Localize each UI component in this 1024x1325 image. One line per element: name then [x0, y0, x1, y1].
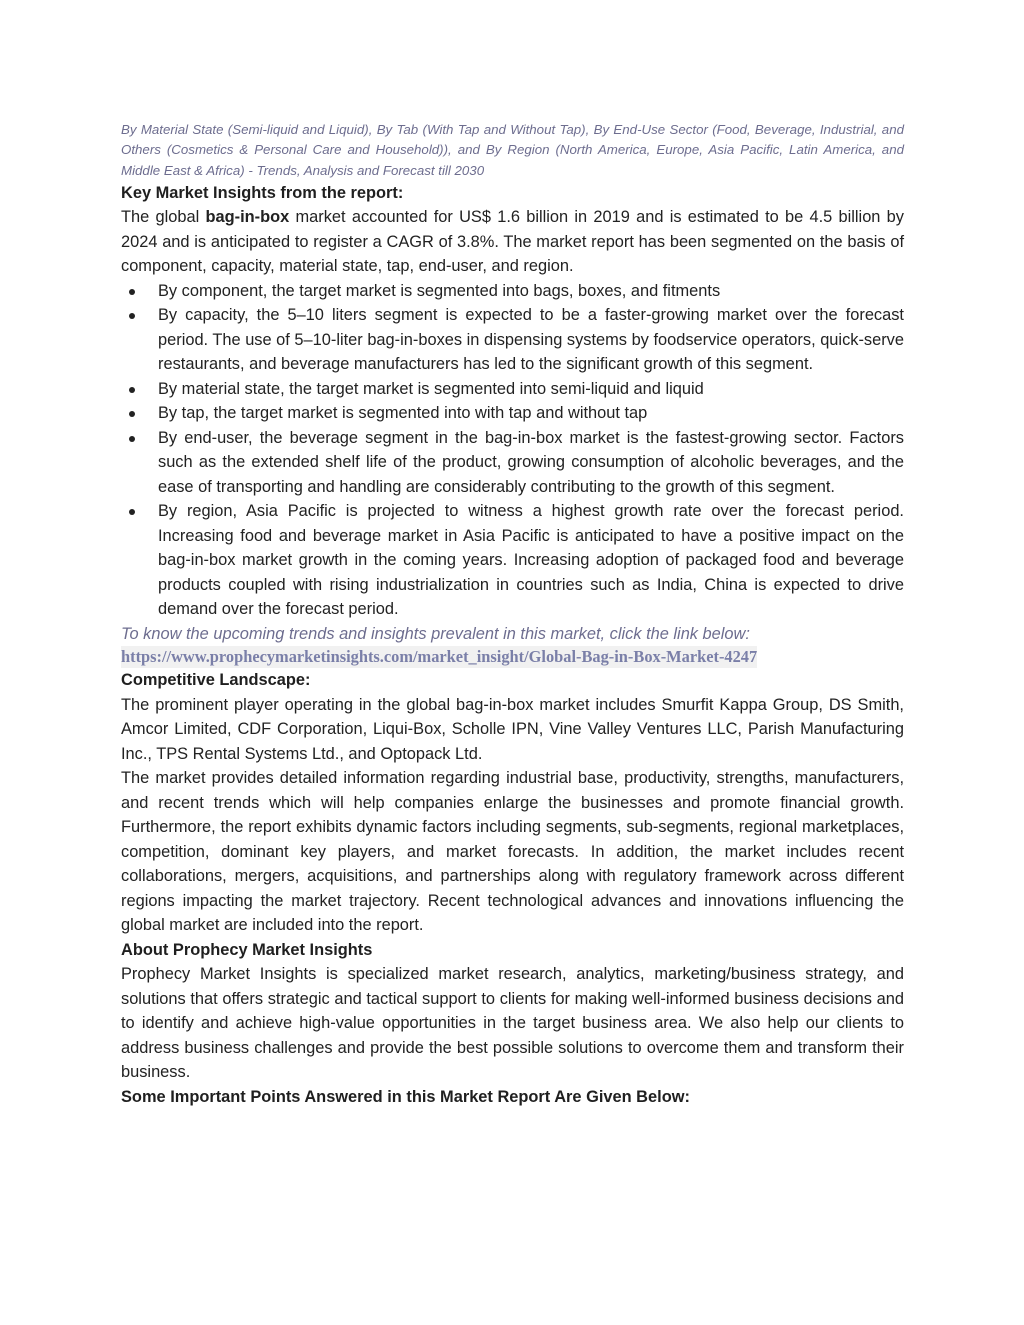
bullet-icon [129, 289, 135, 295]
market-insight-link[interactable]: https://www.prophecymarketinsights.com/market_insight/Global-Bag-in-Box-Market-4247 [121, 647, 758, 667]
link-intro-text: To know the upcoming trends and insights prevalent in this market, click the link below: [121, 624, 750, 643]
bullet-text: By region, Asia Pacific is projected to witness a highest growth rate over the forecast period. Increasing food and beverage market in Asia Pacific is anticipated to have a positive impact on the bag-in-box market growth in the coming years. Increasing adoption of packaged food and beverage products coupled with rising industrialization in countries such as India, China is expected to drive demand over the forecast period. [158, 502, 904, 619]
bullet-text: By capacity, the 5–10 liters segment is expected to be a faster-growing market over the forecast period. The use of 5–10-liter bag-in-boxes in dispensing systems by foodservice operators, quick-serve restaurants, and beverage manufacturers has led to the significant growth of this segment. [158, 306, 904, 374]
bullet-icon [129, 509, 135, 515]
list-item [121, 377, 904, 402]
competitive-paragraph-players: The prominent player operating in the global bag-in-box market includes Smurfit Kappa Group, DS Smith, Amcor Limited, CDF Corporation, Liqui-Box, Scholle IPN, Vine Valley Ventures LLC, Parish Manufacturing Inc., TPS Rental Systems Ltd., and Optopack Ltd. [121, 695, 904, 763]
insights-bullet-list [121, 279, 904, 622]
about-paragraph: Prophecy Market Insights is specialized market research, analytics, marketing/business strategy, and solutions that offers strategic and tactical support to clients for making well-informed business decisions and to identify and achieve high-value opportunities in the target business area. We also help our clients to address business challenges and provide the best possible solutions to overcome them and transform their business. [121, 965, 904, 1082]
list-item [121, 279, 904, 304]
bullet-icon [129, 411, 135, 417]
bullet-text: By material state, the target market is segmented into semi-liquid and liquid [158, 379, 704, 398]
bullet-icon [129, 313, 135, 319]
intro-text-start: The global [121, 208, 206, 227]
intro-text-end: market accounted for US$ 1.6 billion in 2019 and is estimated to be 4.5 billion by 2024 and is anticipated to register a CAGR of 3.8%. The market report has been segmented on the basis of component, capacity, material state, tap, end-user, and region. [121, 208, 904, 276]
bullet-text: By tap, the target market is segmented into with tap and without tap [158, 404, 648, 423]
about-heading: About Prophecy Market Insights [121, 940, 373, 959]
bullet-text: By component, the target market is segmented into bags, boxes, and fitments [158, 281, 721, 300]
list-item [121, 426, 904, 500]
important-points-heading: Some Important Points Answered in this Market Report Are Given Below: [121, 1087, 690, 1106]
list-item [121, 499, 904, 622]
bullet-text: By end-user, the beverage segment in the bag-in-box market is the fastest-growing sector. Factors such as the extended shelf life of the product, growing consumption of alcoholic beverages, and the ease of transporting and handling are considerably contributing to the growth of this segment. [158, 428, 904, 496]
key-insights-heading: Key Market Insights from the report: [121, 183, 404, 202]
bullet-icon [129, 387, 135, 393]
competitive-landscape-heading: Competitive Landscape: [121, 671, 311, 690]
competitive-paragraph-details: The market provides detailed information regarding industrial base, productivity, strengths, manufacturers, and recent trends which will help companies enlarge the businesses and promote financial growth. Furthermore, the report exhibits dynamic factors including segments, sub-segments, regional marketplaces, competition, dominant key players, and market forecasts. In addition, the market includes recent collaborations, mergers, acquisitions, and partnerships along with regulatory framework across different regions impacting the market trajectory. Recent technological advances and innovations influencing the global market are included into the report. [121, 769, 904, 935]
document-page [121, 120, 904, 1109]
bullet-icon [129, 436, 135, 442]
bag-in-box-term: bag-in-box [205, 208, 290, 227]
list-item [121, 303, 904, 377]
list-item [121, 401, 904, 426]
market-intro-paragraph [121, 205, 904, 279]
report-subtitle: By Material State (Semi-liquid and Liquid), By Tab (With Tap and Without Tap), By End-Use Sector (Food, Beverage, Industrial, and Others (Cosmetics & Personal Care and Household)), and By Region (North America, Europe, Asia Pacific, Latin America, and Middle East & Africa) - Trends, Analysis and Forecast till 2030 [121, 122, 904, 178]
